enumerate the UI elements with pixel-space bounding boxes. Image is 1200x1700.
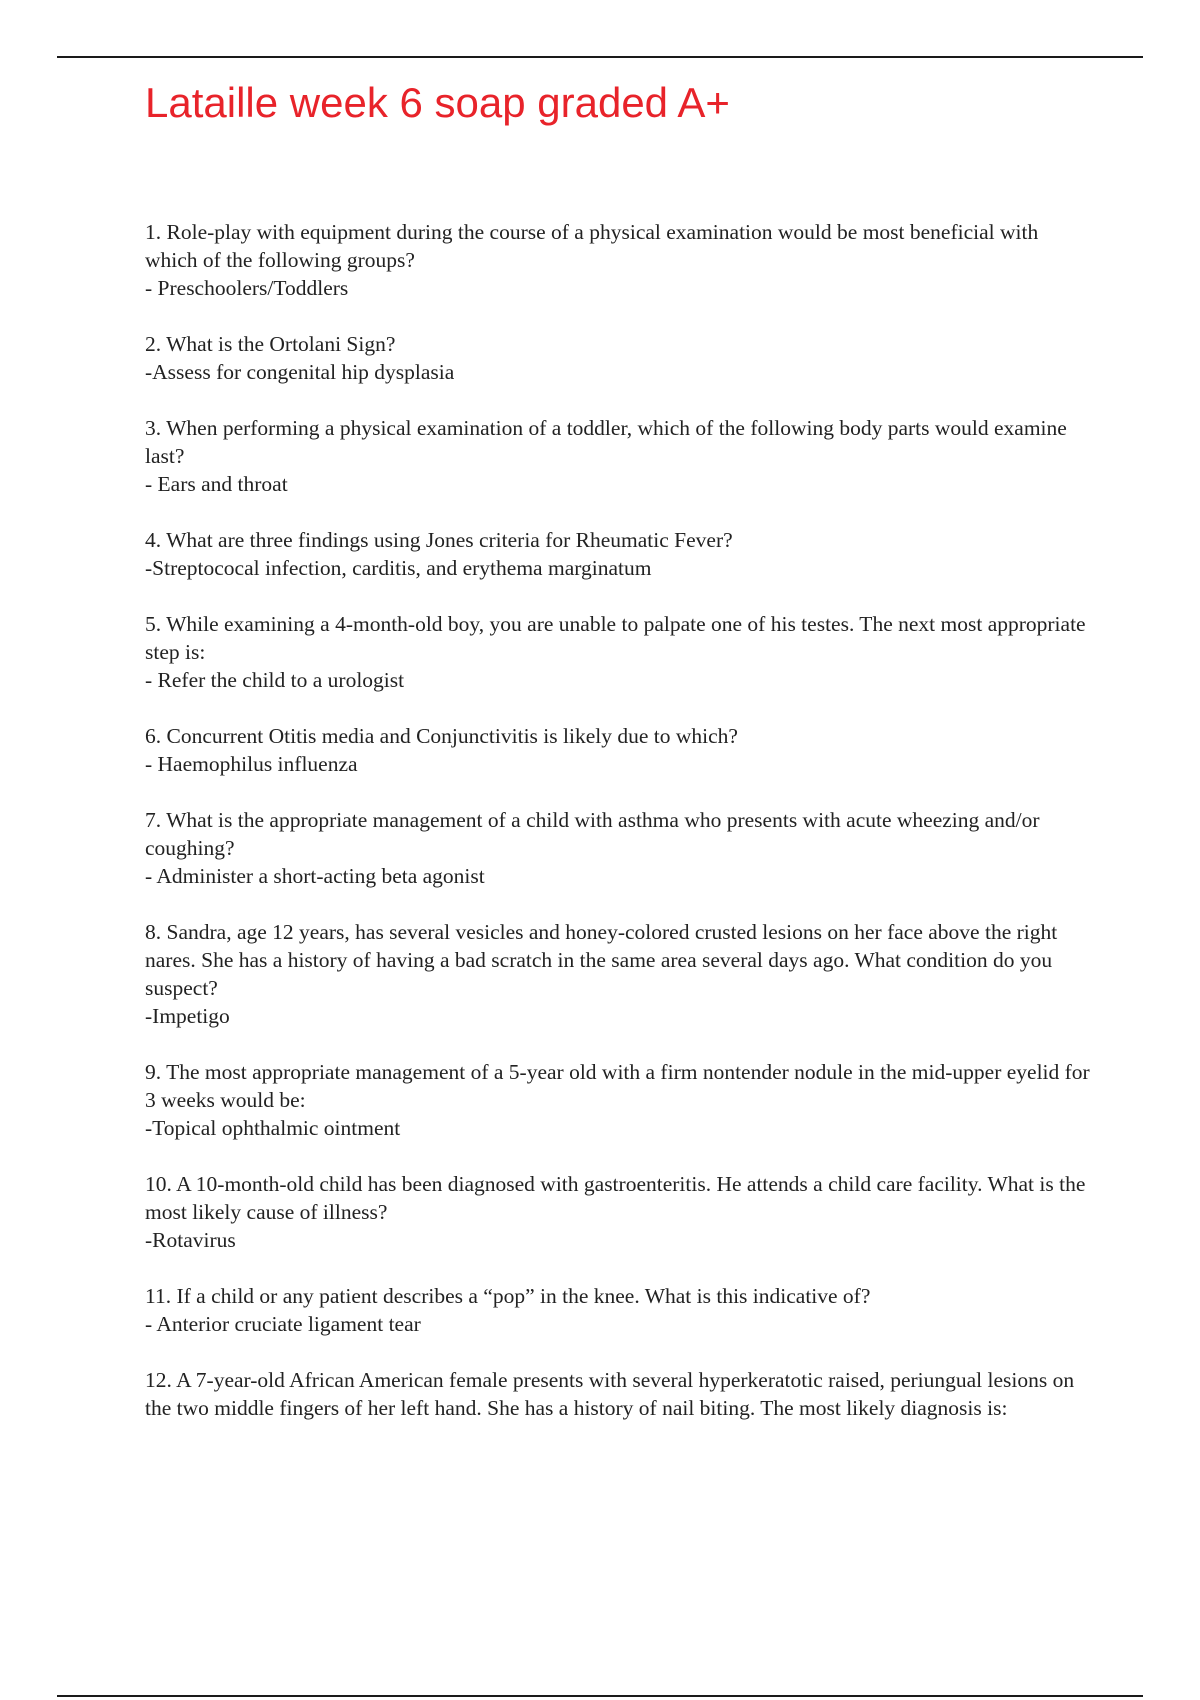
answer-text: -Assess for congenital hip dysplasia bbox=[145, 360, 455, 384]
question-item-5 bbox=[145, 610, 1095, 694]
question-item-3 bbox=[145, 414, 1095, 498]
question-text: 12. A 7-year-old African American female presents with several hyperkeratotic raised, periungual lesions on the two middle fingers of her left hand. She has a history of nail biting. The most likely diagnosis is: bbox=[145, 1368, 1075, 1420]
document-title: Lataille week 6 soap graded A+ bbox=[145, 79, 730, 126]
question-item-6 bbox=[145, 722, 1095, 778]
top-rule bbox=[57, 56, 1143, 58]
question-item-7 bbox=[145, 806, 1095, 890]
answer-text: -Impetigo bbox=[145, 1004, 230, 1028]
answer-text: - Anterior cruciate ligament tear bbox=[145, 1312, 421, 1336]
answer-text: - Administer a short-acting beta agonist bbox=[145, 864, 485, 888]
question-item-2 bbox=[145, 330, 1095, 386]
answer-text: - Preschoolers/Toddlers bbox=[145, 276, 349, 300]
question-item-8 bbox=[145, 918, 1095, 1030]
question-item-1 bbox=[145, 218, 1095, 302]
answer-text: - Ears and throat bbox=[145, 472, 288, 496]
answer-text: - Refer the child to a urologist bbox=[145, 668, 405, 692]
question-item-12 bbox=[145, 1366, 1095, 1422]
answer-text: - Haemophilus influenza bbox=[145, 752, 358, 776]
question-text: 7. What is the appropriate management of a child with asthma who presents with acute wheezing and/or coughing? bbox=[145, 808, 1040, 860]
question-text: 11. If a child or any patient describes a “pop” in the knee. What is this indicative of? bbox=[145, 1284, 871, 1308]
question-text: 3. When performing a physical examination of a toddler, which of the following body parts would examine last? bbox=[145, 416, 1067, 468]
question-item-9 bbox=[145, 1058, 1095, 1142]
question-text: 9. The most appropriate management of a 5-year old with a firm nontender nodule in the mid-upper eyelid for 3 weeks would be: bbox=[145, 1060, 1090, 1112]
answer-text: -Rotavirus bbox=[145, 1228, 236, 1252]
question-list bbox=[145, 218, 1095, 1450]
question-text: 10. A 10-month-old child has been diagnosed with gastroenteritis. He attends a child care facility. What is the most likely cause of illness? bbox=[145, 1172, 1086, 1224]
answer-text: -Streptococal infection, carditis, and erythema marginatum bbox=[145, 556, 652, 580]
question-text: 5. While examining a 4-month-old boy, you are unable to palpate one of his testes. The next most appropriate step is: bbox=[145, 612, 1086, 664]
question-text: 2. What is the Ortolani Sign? bbox=[145, 332, 396, 356]
question-text: 6. Concurrent Otitis media and Conjunctivitis is likely due to which? bbox=[145, 724, 738, 748]
bottom-rule bbox=[57, 1695, 1143, 1697]
question-text: 4. What are three findings using Jones criteria for Rheumatic Fever? bbox=[145, 528, 733, 552]
question-item-11 bbox=[145, 1282, 1095, 1338]
question-text: 1. Role-play with equipment during the course of a physical examination would be most beneficial with which of the following groups? bbox=[145, 220, 1039, 272]
question-item-4 bbox=[145, 526, 1095, 582]
answer-text: -Topical ophthalmic ointment bbox=[145, 1116, 401, 1140]
question-item-10 bbox=[145, 1170, 1095, 1254]
question-text: 8. Sandra, age 12 years, has several vesicles and honey-colored crusted lesions on her face above the right nares. She has a history of having a bad scratch in the same area several days ago. What condition do you suspect? bbox=[145, 920, 1058, 1000]
